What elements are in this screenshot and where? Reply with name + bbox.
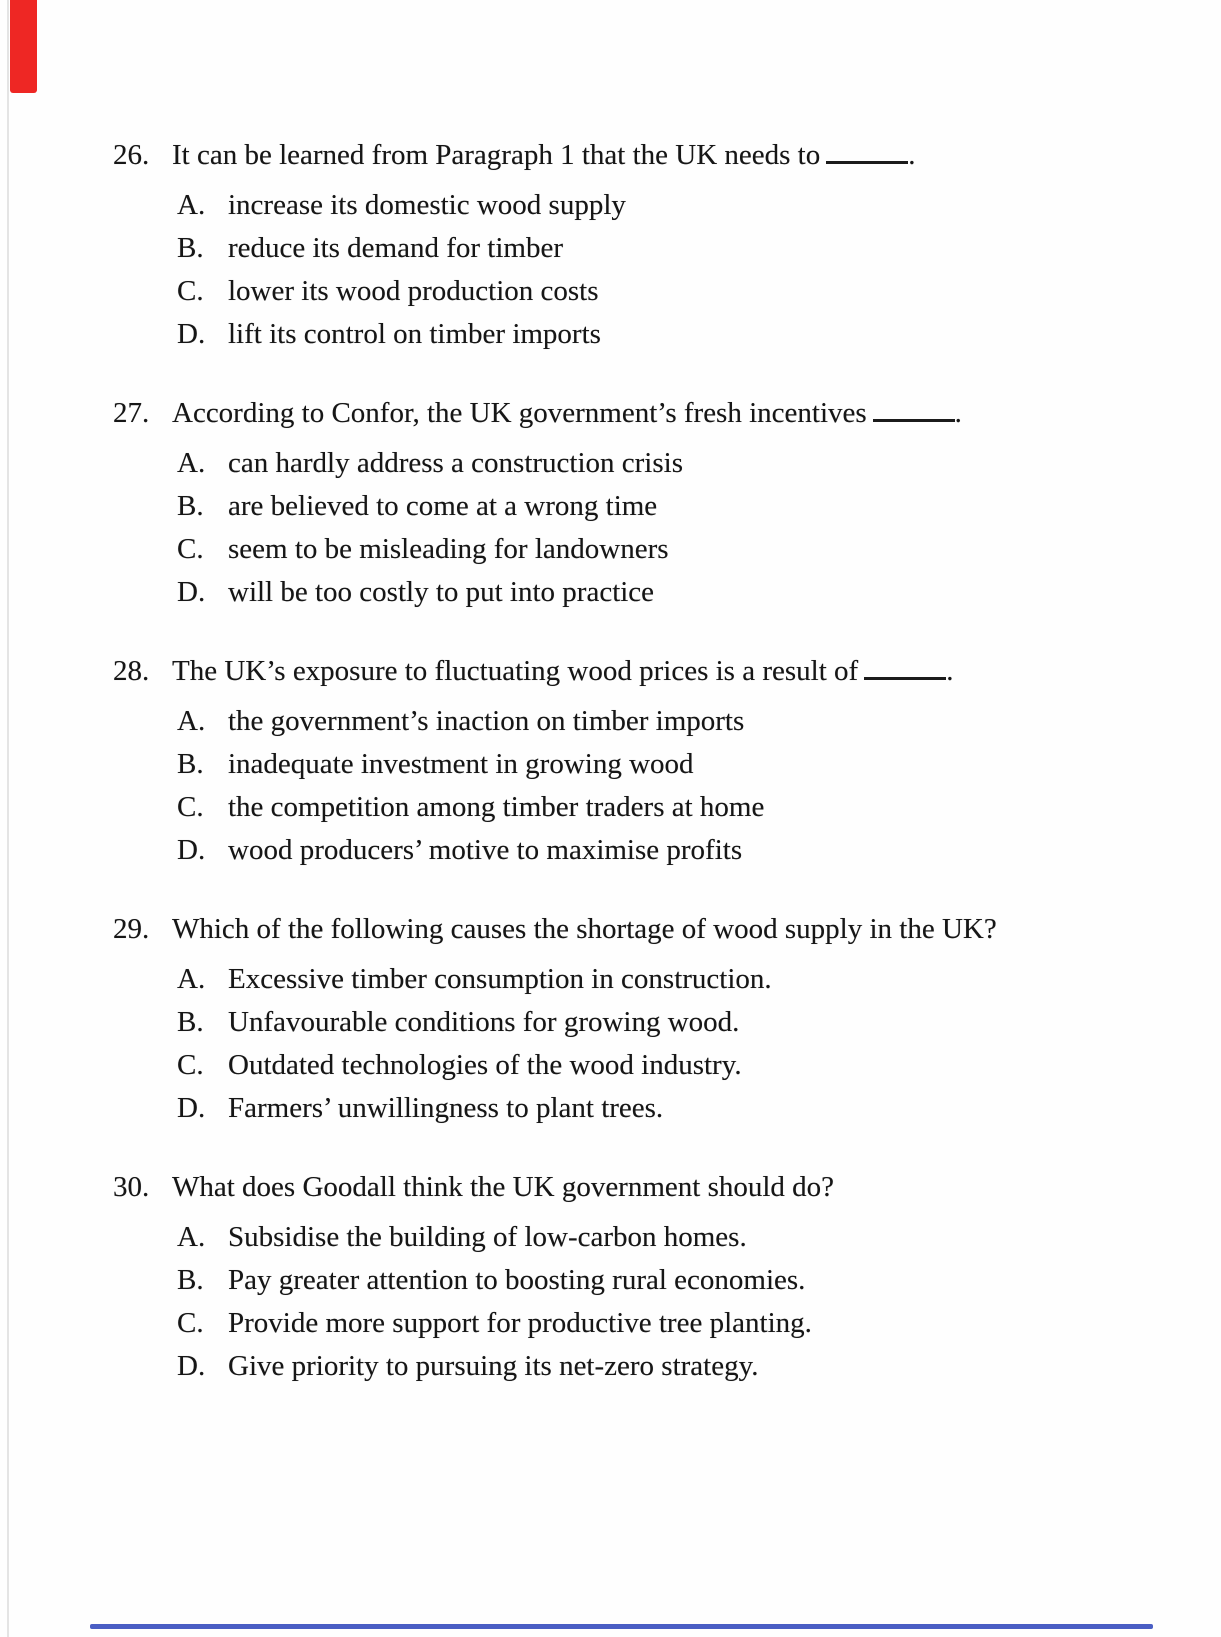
option-letter: D. xyxy=(177,318,206,350)
option-letter: B. xyxy=(177,232,204,264)
blank-suffix: . xyxy=(954,397,962,429)
red-corner-mark xyxy=(10,0,37,93)
question-line xyxy=(113,132,1143,178)
option-text: the government’s inaction on timber imports xyxy=(228,705,745,737)
option-letter: A. xyxy=(177,1221,206,1253)
option-list xyxy=(177,1216,1143,1388)
question-block-27 xyxy=(113,390,1143,614)
option-text: Give priority to pursuing its net-zero strategy. xyxy=(228,1350,759,1382)
option-letter: A. xyxy=(177,705,206,737)
option-letter: A. xyxy=(177,189,206,221)
question-number: 26. xyxy=(113,139,150,171)
option-letter: D. xyxy=(177,1350,206,1382)
option-text: are believed to come at a wrong time xyxy=(228,490,658,522)
option-letter: C. xyxy=(177,275,204,307)
option-letter: C. xyxy=(177,791,204,823)
question-block-29 xyxy=(113,906,1143,1130)
option-text: the competition among timber traders at home xyxy=(228,791,765,823)
question-stem xyxy=(172,906,1143,952)
option-letter: D. xyxy=(177,1092,206,1124)
question-stem xyxy=(172,390,1143,436)
question-stem xyxy=(172,1164,1143,1210)
answer-blank xyxy=(826,132,908,164)
question-block-30 xyxy=(113,1164,1143,1388)
option-list xyxy=(177,442,1143,614)
option-letter: B. xyxy=(177,490,204,522)
option-list xyxy=(177,958,1143,1130)
question-number: 30. xyxy=(113,1171,150,1203)
option-text: lift its control on timber imports xyxy=(228,318,601,350)
option-text: inadequate investment in growing wood xyxy=(228,748,694,780)
option-text: reduce its demand for timber xyxy=(228,232,563,264)
option-text: Provide more support for productive tree planting. xyxy=(228,1307,812,1339)
option-row xyxy=(177,786,1143,829)
question-stem-text: The UK’s exposure to fluctuating wood prices is a result of xyxy=(172,655,859,687)
question-number: 27. xyxy=(113,397,150,429)
answer-blank xyxy=(864,648,946,680)
option-list xyxy=(177,700,1143,872)
option-row xyxy=(177,829,1143,872)
option-letter: D. xyxy=(177,576,206,608)
option-row xyxy=(177,1044,1143,1087)
blank-suffix: . xyxy=(908,139,916,171)
exam-questions xyxy=(113,132,1143,1422)
option-row xyxy=(177,1345,1143,1388)
question-stem-text: It can be learned from Paragraph 1 that the UK needs to xyxy=(172,139,821,171)
option-letter: D. xyxy=(177,834,206,866)
question-line xyxy=(113,648,1143,694)
option-letter: C. xyxy=(177,1049,204,1081)
option-text: Farmers’ unwillingness to plant trees. xyxy=(228,1092,664,1124)
question-stem xyxy=(172,648,1143,694)
option-letter: B. xyxy=(177,1264,204,1296)
question-block-28 xyxy=(113,648,1143,872)
option-row xyxy=(177,571,1143,614)
question-stem xyxy=(172,132,1143,178)
option-letter: C. xyxy=(177,533,204,565)
option-text: seem to be misleading for landowners xyxy=(228,533,669,565)
option-text: will be too costly to put into practice xyxy=(228,576,655,608)
option-text: Subsidise the building of low-carbon homes. xyxy=(228,1221,747,1253)
question-line xyxy=(113,390,1143,436)
scan-edge-line xyxy=(7,0,9,1637)
question-number: 28. xyxy=(113,655,150,687)
answer-blank xyxy=(873,390,955,422)
option-row xyxy=(177,270,1143,313)
option-letter: C. xyxy=(177,1307,204,1339)
option-row xyxy=(177,485,1143,528)
option-text: Outdated technologies of the wood industry. xyxy=(228,1049,742,1081)
option-row xyxy=(177,1216,1143,1259)
option-row xyxy=(177,700,1143,743)
option-row xyxy=(177,1302,1143,1345)
option-letter: A. xyxy=(177,963,206,995)
question-block-26 xyxy=(113,132,1143,356)
option-letter: B. xyxy=(177,748,204,780)
option-row xyxy=(177,528,1143,571)
option-letter: B. xyxy=(177,1006,204,1038)
option-text: Pay greater attention to boosting rural economies. xyxy=(228,1264,806,1296)
blank-suffix: . xyxy=(946,655,954,687)
question-number: 29. xyxy=(113,913,150,945)
option-row xyxy=(177,1001,1143,1044)
question-stem-text: What does Goodall think the UK government should do? xyxy=(172,1171,835,1203)
question-stem-text: Which of the following causes the shortage of wood supply in the UK? xyxy=(172,913,997,945)
option-text: Excessive timber consumption in construction. xyxy=(228,963,772,995)
option-letter: A. xyxy=(177,447,206,479)
option-row xyxy=(177,313,1143,356)
option-text: increase its domestic wood supply xyxy=(228,189,626,221)
option-text: Unfavourable conditions for growing wood. xyxy=(228,1006,740,1038)
option-row xyxy=(177,743,1143,786)
question-line xyxy=(113,906,1143,952)
option-row xyxy=(177,1259,1143,1302)
option-row xyxy=(177,184,1143,227)
option-text: lower its wood production costs xyxy=(228,275,599,307)
option-row xyxy=(177,442,1143,485)
question-stem-text: According to Confor, the UK government’s fresh incentives xyxy=(172,397,867,429)
option-row xyxy=(177,227,1143,270)
bottom-scan-line xyxy=(90,1624,1153,1629)
option-list xyxy=(177,184,1143,356)
option-text: can hardly address a construction crisis xyxy=(228,447,683,479)
option-row xyxy=(177,958,1143,1001)
question-line xyxy=(113,1164,1143,1210)
option-text: wood producers’ motive to maximise profits xyxy=(228,834,743,866)
option-row xyxy=(177,1087,1143,1130)
